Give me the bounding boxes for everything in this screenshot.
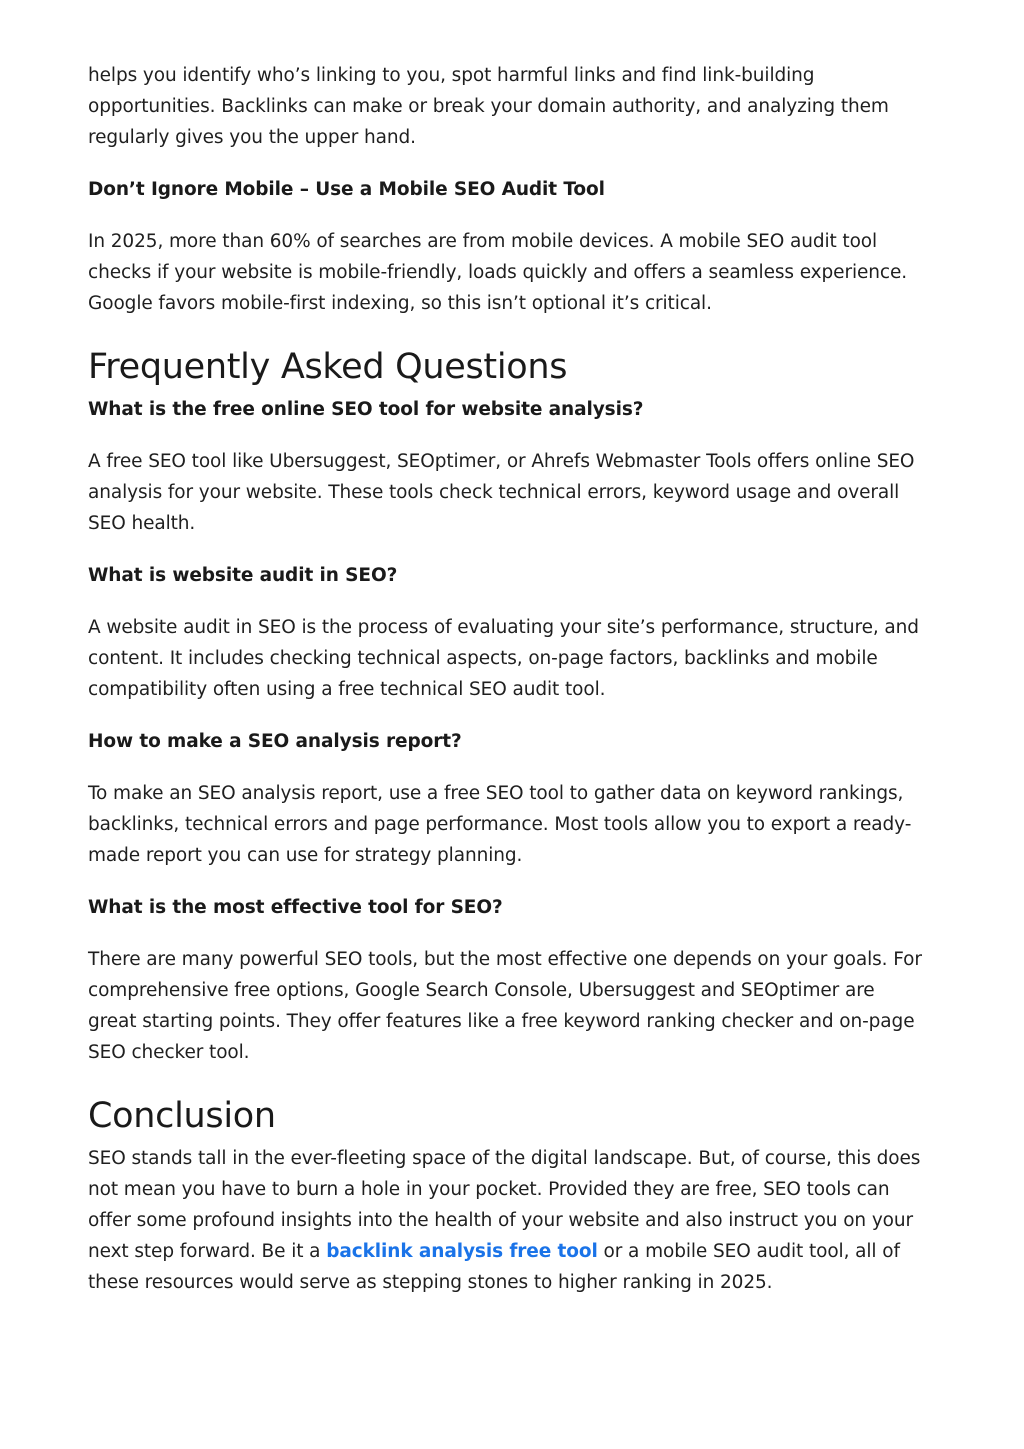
faq-question: What is website audit in SEO?	[88, 565, 398, 586]
faq-answer: To make an SEO analysis report, use a free SEO tool to gather data on keyword rankings, backlinks, technical errors and page performance. Most tools allow you to export a ready-made report you can use for strategy planning.	[88, 783, 912, 866]
intro-paragraph: helps you identify who’s linking to you, spot harmful links and find link-building opportunities. Backlinks can make or break your domain authority, and analyzing them regularly gives you the upper hand.	[88, 65, 889, 148]
faq-item	[88, 560, 928, 705]
document-page	[88, 60, 928, 1319]
faq-title: Frequently Asked Questions	[88, 347, 568, 387]
backlink-analysis-link[interactable]: backlink analysis free tool	[326, 1241, 598, 1262]
faq-question: What is the most effective tool for SEO?	[88, 897, 503, 918]
faq-answer: A website audit in SEO is the process of evaluating your site’s performance, structure, and content. It includes checking technical aspects, on-page factors, backlinks and mobile compatibility often using a free technical SEO audit tool.	[88, 617, 919, 700]
conclusion-title: Conclusion	[88, 1096, 276, 1136]
conclusion-text-before-link: SEO stands tall in the ever-fleeting space of the digital landscape. But, of course, this does not mean you have to burn a hole in your pocket. Provided they are free, SEO tools can offer some profound insights into the health of your website and also instruct you on your next step forward. Be it a	[88, 1148, 921, 1262]
faq-question: How to make a SEO analysis report?	[88, 731, 462, 752]
mobile-section-heading: Don’t Ignore Mobile – Use a Mobile SEO Audit Tool	[88, 179, 605, 200]
faq-answer: There are many powerful SEO tools, but the most effective one depends on your goals. For comprehensive free options, Google Search Console, Ubersuggest and SEOptimer are great starting points. They offer features like a free keyword ranking checker and on-page SEO checker tool.	[88, 949, 922, 1063]
faq-question: What is the free online SEO tool for website analysis?	[88, 399, 644, 420]
mobile-section-body: In 2025, more than 60% of searches are from mobile devices. A mobile SEO audit tool checks if your website is mobile-friendly, loads quickly and offers a seamless experience. Google favors mobile-first indexing, so this isn’t optional it’s critical.	[88, 231, 908, 314]
faq-answer: A free SEO tool like Ubersuggest, SEOptimer, or Ahrefs Webmaster Tools offers online SEO analysis for your website. These tools check technical errors, keyword usage and overall SEO health.	[88, 451, 915, 534]
conclusion-text-after-link: or a mobile SEO audit tool, all of these resources would serve as stepping stones to higher ranking in 2025.	[88, 1241, 900, 1293]
faq-item	[88, 726, 928, 871]
faq-item	[88, 394, 928, 539]
faq-item	[88, 892, 928, 1068]
conclusion-paragraph	[88, 1143, 928, 1298]
